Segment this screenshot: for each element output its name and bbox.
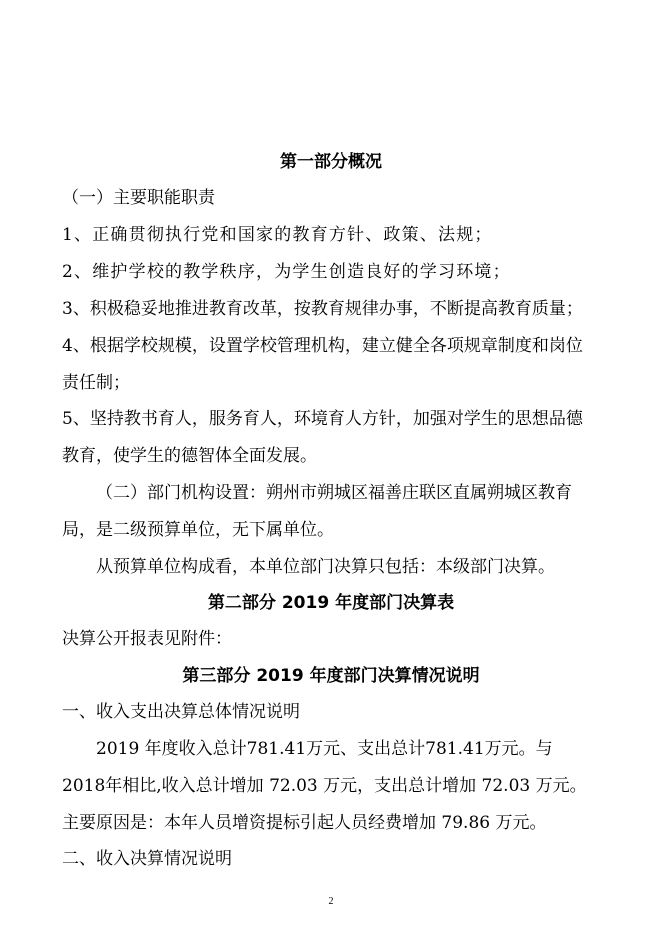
page-number: 2 [328, 896, 334, 907]
duty-item-5-line-1: 5、坚持教书育人，服务育人，环境育人方针，加强对学生的思想品德 [62, 409, 583, 429]
budget-composition-paragraph: 从预算单位构成看，本单位部门决算只包括：本级部门决算。 [96, 557, 555, 577]
duty-item-2: 2、维护学校的教学秩序，为学生创造良好的学习环境； [62, 262, 511, 282]
heading-part-one: 第一部分概况 [280, 152, 382, 172]
subsection-income-expense-title: 一、收入支出决算总体情况说明 [62, 702, 300, 722]
section-duties-title: （一）主要职能职责 [62, 188, 215, 208]
section-organization-line-2: 局，是二级预算单位，无下属单位。 [62, 520, 334, 540]
heading-part-three: 第三部分 2019 年度部门决算情况说明 [182, 666, 480, 686]
summary-line-1: 2019 年度收入总计781.41万元、支出总计781.41万元。与 [96, 739, 553, 759]
duty-item-4-line-2: 责任制； [62, 373, 130, 393]
summary-line-3: 主要原因是：本年人员增资提标引起人员经费增加 79.86 万元。 [62, 813, 547, 833]
section-organization-line-1: （二）部门机构设置：朔州市朔城区福善庄联区直属朔城区教育 [96, 483, 572, 503]
duty-item-1: 1、正确贯彻执行党和国家的教育方针、政策、法规； [62, 225, 493, 245]
heading-part-two: 第二部分 2019 年度部门决算表 [207, 593, 455, 613]
duty-item-3: 3、积极稳妥地推进教育改革，按教育规律办事，不断提高教育质量； [62, 299, 583, 319]
duty-item-5-line-2: 教育，使学生的德智体全面发展。 [62, 446, 317, 466]
summary-line-2: 2018年相比,收入总计增加 72.03 万元，支出总计增加 72.03 万元。 [62, 776, 587, 796]
attachment-note: 决算公开报表见附件： [62, 629, 232, 649]
subsection-income-title: 二、收入决算情况说明 [62, 849, 232, 869]
duty-item-4-line-1: 4、根据学校规模，设置学校管理机构，建立健全各项规章制度和岗位 [62, 336, 583, 356]
